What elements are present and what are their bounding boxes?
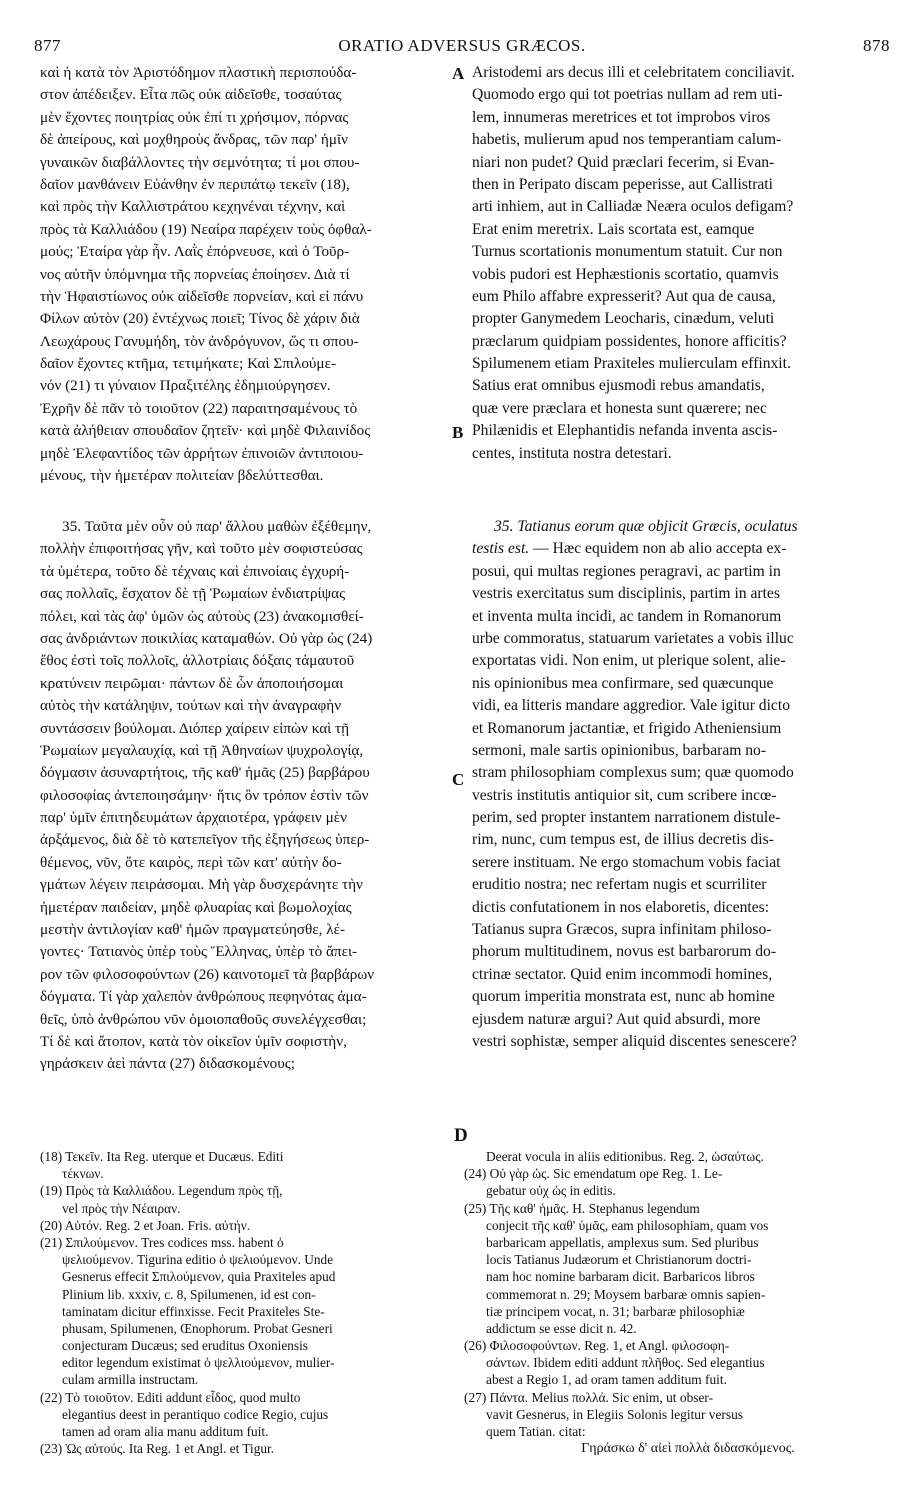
page-number-right: 878 bbox=[863, 36, 890, 55]
running-title: ORATIO ADVERSUS GRÆCOS. bbox=[338, 36, 586, 55]
footnote-line: Plinium lib. xxxiv, c. 8, Spilumenen, id est con- bbox=[62, 1286, 316, 1302]
footnote-line: vel πρὸς τὴν Νέαιραν. bbox=[62, 1200, 181, 1216]
latin-line: et Romanorum jactantiæ, et frigido Atheniensium bbox=[472, 719, 782, 737]
footnote-line: Deerat vocula in aliis editionibus. Reg. 2, ὡσαύτως. bbox=[486, 1149, 764, 1164]
greek-line: παρ' ὑμῖν ἐπιτηδευμάτων ἀρχαιοτέρα, γράφειν μὲν bbox=[40, 809, 347, 827]
latin-paragraph-35 bbox=[472, 516, 798, 1053]
latin-line: stram philosophiam complexus sum; quæ quomodo bbox=[472, 764, 794, 782]
latin-line: ejusdem naturæ argui? Aut quid absurdi, more bbox=[472, 1010, 761, 1028]
greek-line: γυναικῶν διαβάλλοντες τὴν σεμνότητα; τί μοι σπου- bbox=[40, 153, 360, 171]
greek-line: γοντες· Τατιανὸς ὑπὲρ τοὺς Ἕλληνας, ὑπὲρ τὸ ἄπει- bbox=[40, 943, 358, 961]
footnote-line: addictum se esse dicit n. 42. bbox=[486, 1320, 637, 1336]
latin-line: Philænidis et Elephantidis nefanda inventa ascis- bbox=[472, 422, 778, 440]
section-heading-cont: testis est. bbox=[472, 540, 530, 558]
margin-letter-a: A bbox=[452, 64, 465, 83]
latin-line: eruditio nostra; nec refertam nugis et scurriliter bbox=[472, 876, 767, 894]
greek-line: μεστὴν ἀντιλογίαν καθ' ἡμῶν πραγματεύησθε, λέ- bbox=[40, 921, 346, 939]
latin-line: Erat enim meretrix. Lais scortata est, eamque bbox=[472, 220, 755, 238]
greek-line: στον ἀπέδειξεν. Εἶτα πῶς οὐκ αἰδεῖσθε, τοσαύτας bbox=[40, 86, 342, 104]
latin-line: Aristodemi ars decus illi et celebritatem conciliavit. bbox=[472, 64, 795, 81]
latin-line: sermoni, male sartis opinionibus, barbaram no- bbox=[472, 741, 767, 759]
footnote-line: nam hoc nomine barbaram dicit. Barbaricos libros bbox=[486, 1269, 755, 1285]
latin-line: Spilumenem etiam Praxiteles mulierculam effinxit. bbox=[472, 355, 791, 373]
footnote-line: abest a Regio 1, ad oram tamen additum fuit. bbox=[486, 1372, 727, 1388]
greek-line: Λεωχάρους Γανυμήδη, τὸν ἀνδρόγυνον, ὥς τι σπου- bbox=[40, 332, 359, 350]
footnote-line: (24) Οὐ γὰρ ὡς. Sic emendatum ope Reg. 1. Le- bbox=[464, 1166, 723, 1182]
greek-paragraph-1 bbox=[40, 62, 452, 487]
footnote-line: Γηράσκω δ' αἰεὶ πολλὰ διδασκόμενος. bbox=[581, 1441, 795, 1457]
footnote-line: (27) Πάντα. Melius πολλά. Sic enim, ut obser- bbox=[464, 1389, 714, 1405]
greek-line: νος αὐτῆν ὑπόμνημα τῆς πορνείας ἐποίησεν. Διὰ τί bbox=[40, 265, 350, 283]
footnote-line: (19) Πρὸς τὰ Καλλιάδου. Legendum πρὸς τῇ, bbox=[40, 1183, 283, 1199]
latin-line: vidi, ea litteris mandare aggredior. Vale igitur dicto bbox=[472, 697, 790, 715]
footnote-line: barbaricam appellatis, amplexus sum. Sed pluribus bbox=[486, 1234, 759, 1250]
greek-line: φιλοσοφίας ἀντεποιησάμην· ἥτις ὃν τρόπον ἐστὶν τῶν bbox=[40, 786, 369, 804]
footnote-line: taminatam dicitur effinxisse. Fecit Praxiteles Ste- bbox=[62, 1303, 325, 1319]
greek-line: θεῖς, ὑπὸ ἀνθρώπου νῦν ὁμοιοπαθοῦς συνελέγχεσθαι; bbox=[40, 1010, 367, 1028]
latin-line: Turnus scortationis monumentum statuit. Cur non bbox=[472, 243, 783, 261]
section-heading: 35. Tatianus eorum quæ objicit Græcis, oculatus bbox=[494, 518, 798, 535]
latin-line: then in Peripato discam peperisse, aut Callistrati bbox=[472, 175, 773, 193]
footnote-line: (20) Αὐτόν. Reg. 2 et Joan. Fris. αὐτήν. bbox=[40, 1217, 251, 1233]
greek-line: γηράσκειν ἀεὶ πάντα (27) διδασκομένους; bbox=[40, 1055, 296, 1073]
page-number-left: 877 bbox=[34, 36, 61, 55]
latin-line: eum Philo affabre expresserit? Aut qua de causa, bbox=[472, 287, 776, 305]
greek-line: δαῖον μανθάνειν Εὐάνθην ἐν περιπάτῳ τεκεῖν (18), bbox=[40, 175, 350, 193]
greek-line: ρον τῶν φιλοσοφούντων (26) καινοτομεῖ τὰ βαρβάρων bbox=[40, 965, 375, 983]
latin-line: niari non pudet? Quid præclari fecerim, si Evan- bbox=[472, 153, 775, 171]
latin-line: propter Ganymedem Leocharis, cinædum, veluti bbox=[472, 310, 775, 328]
latin-line: Tatianus supra Græcos, supra infinitam philoso- bbox=[472, 921, 772, 939]
latin-line: et inventa multa incidi, ac tandem in Romanorum bbox=[472, 607, 782, 625]
latin-line: vestris institutis antiquior sit, cum scribere incœ- bbox=[472, 786, 777, 804]
latin-line: centes, instituta nostra detestari. bbox=[472, 444, 672, 462]
latin-line: perim, sed propter instantem narrationem distule- bbox=[472, 809, 781, 827]
footnote-line: culam armilla instructam. bbox=[62, 1372, 199, 1388]
footnote-line: (18) Τεκεῖν. Ita Reg. uterque et Ducæus. Editi bbox=[40, 1149, 284, 1164]
footnote-line: (22) Τὸ τοιοῦτον. Editi addunt εἶδος, quod multo bbox=[40, 1389, 301, 1405]
margin-letter-b: B bbox=[452, 423, 464, 442]
greek-line: Ἐχρῆν δὲ πᾶν τὸ τοιοῦτον (22) παραιτησαμένους τὸ bbox=[40, 399, 358, 417]
footnote-line: tamen ad oram alia manu additum fuit. bbox=[62, 1424, 269, 1439]
latin-section-heading-line-2 bbox=[472, 538, 798, 560]
latin-line: quæ vere præclara et honesta sunt quærere; nec bbox=[472, 399, 767, 417]
greek-line: κατὰ ἀλήθειαν σπουδαῖον ζητεῖν· καὶ μηδὲ Φιλαινίδος bbox=[40, 422, 371, 440]
greek-line: πρὸς τὰ Καλλιάδου (19) Νεαίρα παρέχειν τοὺς ὀφθαλ- bbox=[40, 220, 372, 238]
footnote-line: tiæ principem vocat, n. 31; barbaræ philosophiæ bbox=[486, 1303, 745, 1319]
footnote-line: commemorat n. 29; Moysem barbaræ omnis sapien- bbox=[486, 1286, 766, 1302]
greek-column bbox=[40, 62, 452, 1073]
greek-paragraph-35 bbox=[40, 516, 374, 1076]
footnote-line: phusam, Spilumenen, Œnophorum. Probat Gesneri bbox=[62, 1320, 333, 1336]
latin-paragraph-35-body bbox=[472, 561, 798, 1054]
latin-line: Quomodo ergo qui tot poetrias nullam ad rem uti- bbox=[472, 86, 783, 104]
greek-line: τὴν Ἡφαιστίωνος οὐκ αἰδεῖσθε πορνείαν, καὶ εἰ πάνυ bbox=[40, 287, 364, 305]
greek-line: ἡμετέραν παιδείαν, μηδὲ φλυαρίας καὶ βωμολοχίας bbox=[40, 898, 352, 916]
latin-line: Satius erat omnibus ejusmodi rebus amandatis, bbox=[472, 377, 765, 395]
greek-line: δόγμασιν ἀσυναρτήτοις, τῆς καθ' ἡμᾶς (25) βαρβάρου bbox=[40, 764, 370, 782]
latin-line: phorum multitudinem, novus est barbarorum do- bbox=[472, 943, 777, 961]
latin-line: exportatas vidi. Non enim, ut plerique solent, alie- bbox=[472, 652, 786, 670]
footnote-line: conjecturam Ducæus; sed eruditus Oxoniensis bbox=[62, 1338, 308, 1354]
latin-column bbox=[472, 62, 890, 1050]
page-header bbox=[34, 36, 890, 58]
latin-line: quorum imperitia monstrata est, nunc ab homine bbox=[472, 988, 775, 1006]
greek-line: θέμενος, νῦν, ὅτε καιρὸς, περὶ τῶν κατ' αὐτὴν δο- bbox=[40, 853, 342, 871]
greek-line: μὲν ἔχοντες ποιητρίας οὐκ ἐπί τι χρήσιμον, πόρνας bbox=[40, 108, 349, 126]
greek-line: καὶ πρὸς τὴν Καλλιστράτου κεχηνέναι τέχνην, καὶ bbox=[40, 198, 346, 216]
latin-line: ctrinæ sectator. Quid enim incommodi homines, bbox=[472, 965, 773, 983]
footnote-line: editor legendum existimat ὁ ψελλιούμενον, mulier- bbox=[62, 1355, 335, 1371]
footnote-line: (26) Φιλοσοφούντων. Reg. 1, et Angl. φιλοσοφη- bbox=[464, 1338, 730, 1354]
greek-line: μένους, τὴν ἡμετέραν πολιτείαν βδελύττεσθαι. bbox=[40, 467, 324, 485]
latin-line: urbe commoratus, statuarum varietates a vobis illuc bbox=[472, 629, 794, 647]
margin-letter-d: D bbox=[454, 1125, 468, 1146]
footnote-line: ψελιούμενον. Tigurina editio ὁ ψελιούμενον. Unde bbox=[62, 1252, 334, 1268]
latin-line: vestri sophistæ, semper aliquid discentes senescere? bbox=[472, 1032, 797, 1050]
latin-line: præclarum quidpiam possidentes, honore afficitis? bbox=[472, 332, 787, 350]
latin-line: vestris exercitatus sum disciplinis, partim in artes bbox=[472, 585, 780, 603]
greek-line: Ῥωμαίων μεγαλαυχίᾳ, καὶ τῇ Ἀθηναίων ψυχρολογίᾳ, bbox=[40, 741, 364, 759]
margin-letter-c: C bbox=[452, 770, 465, 789]
greek-line: νόν (21) τι γύναιον Πραξιτέλης ἐδημιούργησεν. bbox=[40, 377, 331, 395]
footnote-line: (25) Τῆς καθ' ἡμᾶς. H. Stephanus legendum bbox=[464, 1200, 700, 1216]
greek-line: γμάτων λέγειν πειράσομαι. Μὴ γὰρ δυσχεράνητε τὴν bbox=[40, 876, 363, 894]
greek-line: δὲ ἀπείρους, καὶ μοχθηροὺς ἄνδρας, τῶν παρ' ἡμῖν bbox=[40, 131, 348, 149]
greek-line: 35. Ταῦτα μὲν οὖν οὐ παρ' ἄλλου μαθὼν ἐξέθεμην, bbox=[62, 518, 372, 535]
footnote-line: (23) Ὡς αὐτούς. Ita Reg. 1 et Angl. et Tigur. bbox=[40, 1441, 275, 1457]
greek-line: μούς; Ἑταίρα γὰρ ἦν. Λαῒς ἐπόρνευσε, καὶ ὁ Τοῦρ- bbox=[40, 243, 350, 261]
footnote-line: vavit Gesnerus, in Elegiis Solonis legitur versus bbox=[486, 1406, 743, 1422]
greek-line: Φίλων αὐτὸν (20) ἐντέχνως ποιεῖ; Τίνος δὲ χάριν διὰ bbox=[40, 310, 360, 328]
latin-line: nis opinionibus mea confirmare, sed quæcunque bbox=[472, 674, 774, 692]
footnotes-left bbox=[40, 1148, 444, 1457]
latin-line-text: — Hæc equidem non ab alio accepta ex- bbox=[529, 540, 787, 558]
greek-line: ἀρξάμενος, διὰ δὲ τὸ κατεπεῖγον τῆς ἐξηγήσεως ὑπερ- bbox=[40, 831, 370, 849]
greek-line: καὶ ἡ κατὰ τὸν Ἀριστόδημον πλαστικὴ περισπούδα- bbox=[40, 64, 357, 81]
latin-section-heading-line bbox=[472, 516, 798, 538]
greek-line: δόγματα. Τί γὰρ χαλεπὸν ἀνθρώπους πεφηνότας ἀμα- bbox=[40, 988, 367, 1006]
greek-line: σας ἀνδριάντων ποικιλίας καταμαθών. Οὐ γὰρ ὡς (24) bbox=[40, 629, 373, 647]
footnote-line: Gesnerus effecit Σπιλούμενον, quia Praxiteles apud bbox=[62, 1269, 336, 1285]
footnote-line: locis Tatianus Judæorum et Christianorum doctri- bbox=[486, 1252, 752, 1268]
footnote-line: τέκνων. bbox=[62, 1166, 104, 1182]
latin-line: habetis, mulierum apud nos temperantiam calum- bbox=[472, 131, 782, 149]
greek-line: σας πολλαῖς, ἔσχατον δὲ τῇ Ῥωμαίων ἐνδιατρίψας bbox=[40, 585, 346, 603]
greek-line: ἔθος ἐστὶ τοῖς πολλοῖς, ἀλλοτρίαις δόξαις τἀμαυτοῦ bbox=[40, 652, 355, 670]
greek-line: συντάσσειν βούλομαι. Διόπερ χαίρειν εἰπὼν καὶ τῇ bbox=[40, 719, 350, 737]
footnote-line: gebatur οὐχ ὡς in editis. bbox=[486, 1183, 616, 1199]
greek-line: πόλει, καὶ τὰς ἀφ' ὑμῶν ὡς αὐτοὺς (23) ἀνακομισθεί- bbox=[40, 607, 364, 625]
latin-line: lem, innumeras meretrices et tot improbos viros bbox=[472, 108, 771, 126]
footnote-line: (21) Σπιλούμενον. Tres codices mss. habent ὁ bbox=[40, 1234, 284, 1250]
greek-line: Τί δὲ καὶ ἄτοπον, κατὰ τὸν οἰκεῖον ὑμῖν σοφιστὴν, bbox=[40, 1032, 347, 1050]
latin-line: posui, qui multas regiones peragravi, ac partim in bbox=[472, 562, 781, 580]
greek-line: πολλὴν ἐπιφοιτήσας γῆν, καὶ τοῦτο μὲν σοφιστεύσας bbox=[40, 540, 363, 558]
greek-line: μηδὲ Ἐλεφαντίδος τῶν ἀρρήτων ἐπινοιῶν ἀντιποιου- bbox=[40, 444, 364, 462]
latin-line: serere instituam. Ne ergo stomachum vobis faciat bbox=[472, 853, 781, 871]
latin-line: arti inhiem, aut in Calliadæ Neæra oculos defigam? bbox=[472, 198, 794, 216]
latin-line: dictis confutationem in nos elaboretis, dicentes: bbox=[472, 898, 770, 916]
greek-line: δαῖον ἔχοντες κτῆμα, τετιμήκατε; Καὶ Σπιλούμε- bbox=[40, 355, 337, 373]
footnotes-right bbox=[464, 1148, 890, 1457]
latin-line: vobis pudori est Hephæstionis scortatio, quamvis bbox=[472, 265, 779, 283]
footnote-line: σάντων. Ibidem editi addunt πλῆθος. Sed elegantius bbox=[486, 1355, 765, 1371]
latin-paragraph-1 bbox=[472, 62, 890, 465]
footnote-line: elegantius deest in perantiquo codice Regio, cujus bbox=[62, 1406, 329, 1422]
greek-line: αὐτὸς τὴν κατάληψιν, τούτων καὶ τὴν ἀναγραφὴν bbox=[40, 697, 342, 715]
footnote-line: conjecit τῆς καθ' ὑμᾶς, eam philosophiam, quam vos bbox=[486, 1217, 769, 1233]
footnote-line: quem Tatian. citat: bbox=[486, 1424, 586, 1439]
greek-line: κρατύνειν πειρῶμαι· πάντων δὲ ὧν ἀποποιήσομαι bbox=[40, 674, 344, 692]
latin-line: rim, nunc, cum tempus est, de illius decretis dis- bbox=[472, 831, 774, 849]
greek-line: τὰ ὑμέτερα, τοῦτο δὲ τέχναις καὶ ἐπινοίαις ἐγχυρή- bbox=[40, 562, 350, 580]
